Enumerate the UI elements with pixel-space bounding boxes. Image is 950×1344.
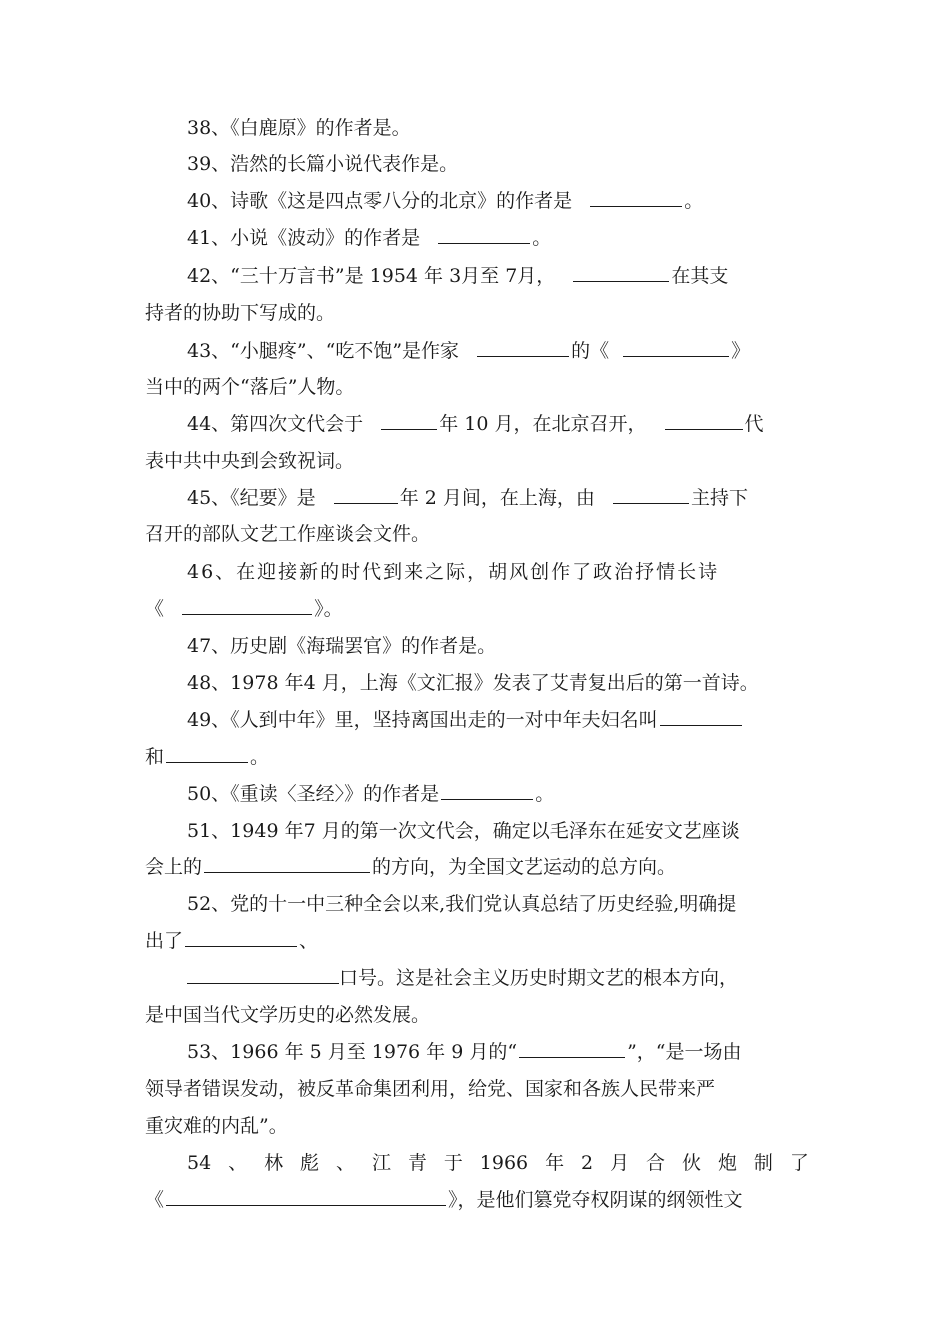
answer-blank[interactable] — [660, 707, 742, 726]
question-43 — [187, 338, 750, 364]
question-40 — [187, 188, 703, 214]
question-54-word: 彪 — [300, 1152, 320, 1174]
question-54 — [187, 1150, 809, 1176]
question-43-suffix: 》 — [731, 340, 751, 362]
question-52-second-blank-line — [187, 965, 738, 991]
question-45 — [187, 485, 748, 511]
answer-blank[interactable] — [590, 188, 682, 207]
question-52-text: 52、党的十一中三种全会以来,我们党认真总结了历史经验,明确提 — [187, 893, 737, 915]
question-39-text: 39、浩然的长篇小说代表作是。 — [187, 153, 459, 175]
question-44-prefix: 44、第四次文代会于 — [187, 413, 364, 435]
question-43-cont-text: 当中的两个“落后”人物。 — [145, 376, 355, 398]
question-53-line-2-text: 领导者错误发动，被反革命集团利用，给党、国家和各族人民带来严 — [145, 1078, 716, 1100]
question-54-word: 伙 — [681, 1152, 701, 1174]
answer-blank[interactable] — [187, 965, 339, 984]
question-52-last-line — [145, 1002, 430, 1028]
question-43-prefix: 43、“小腿疼”、“吃不饱”是作家 — [187, 340, 460, 362]
question-46-text: 46、在迎接新的时代到来之际，胡风创作了政治抒情长诗 — [187, 561, 720, 583]
question-54-word: 制 — [753, 1152, 773, 1174]
question-38 — [187, 115, 411, 141]
question-49-prefix: 49、《人到中年》里，坚持离国出走的一对中年夫妇名叫 — [187, 709, 658, 731]
question-44 — [187, 411, 764, 437]
answer-blank[interactable] — [613, 485, 689, 504]
question-42-suffix: 在其支 — [671, 265, 729, 287]
question-47 — [187, 633, 496, 659]
question-46-suffix: 》。 — [314, 598, 343, 620]
question-53-suffix: ”，“是一场由 — [627, 1041, 742, 1063]
question-53-line-3-text: 重灾难的内乱”。 — [145, 1115, 288, 1137]
answer-blank[interactable] — [477, 338, 569, 357]
question-54-word: 、 — [335, 1152, 355, 1174]
answer-blank[interactable] — [623, 338, 729, 357]
question-50-suffix: 。 — [535, 783, 555, 805]
question-45-middle: 年 2 月间，在上海，由 — [399, 487, 595, 509]
question-44-suffix: 代 — [744, 413, 764, 435]
answer-blank[interactable] — [166, 1187, 446, 1206]
question-54-word: 年 — [545, 1152, 565, 1174]
question-49-continuation — [145, 744, 269, 770]
question-54-word: 了 — [789, 1152, 809, 1174]
question-54-word: 江 — [371, 1152, 391, 1174]
question-47-text: 47、历史剧《海瑞罢官》的作者是。 — [187, 635, 497, 657]
question-54-word: 于 — [443, 1152, 463, 1174]
question-42 — [187, 263, 728, 289]
answer-blank[interactable] — [441, 781, 533, 800]
answer-blank[interactable] — [182, 596, 312, 615]
question-53-prefix: 53、1966 年 5 月至 1976 年 9 月的“ — [187, 1041, 518, 1063]
question-52-continuation — [145, 928, 318, 954]
question-51-continuation — [145, 854, 676, 880]
question-40-suffix: 。 — [684, 190, 704, 212]
answer-blank[interactable] — [665, 411, 743, 430]
answer-blank[interactable] — [204, 854, 370, 873]
question-46-continuation — [145, 596, 343, 622]
answer-blank[interactable] — [334, 485, 398, 504]
question-51 — [187, 818, 740, 844]
question-52-slogan-text: 口号。这是社会主义历史时期文艺的根本方向， — [339, 967, 739, 989]
question-54-open-bracket: 《 — [145, 1189, 165, 1211]
answer-blank[interactable] — [166, 744, 248, 763]
question-42-prefix: 42、“三十万言书”是 1954 年 3月至 7月， — [187, 265, 556, 287]
question-53-line-3 — [145, 1113, 288, 1139]
answer-blank[interactable] — [438, 225, 530, 244]
question-52-comma: 、 — [299, 930, 319, 952]
answer-blank[interactable] — [185, 928, 297, 947]
question-54-word: 1966 — [479, 1152, 529, 1174]
question-54-word: 54 — [187, 1152, 212, 1174]
question-54-word: 青 — [407, 1152, 427, 1174]
question-49-and: 和 — [145, 746, 165, 768]
question-54-word: 月 — [610, 1152, 630, 1174]
question-44-continuation — [145, 448, 354, 474]
question-42-cont-text: 持者的协助下写成的。 — [145, 302, 336, 324]
question-51-prefix: 会上的 — [145, 856, 203, 878]
question-43-continuation — [145, 374, 354, 400]
question-38-text: 38、《白鹿原》的作者是。 — [187, 117, 411, 139]
question-45-prefix: 45、《纪要》是 — [187, 487, 316, 509]
question-53 — [187, 1039, 742, 1065]
question-54-continuation — [145, 1187, 743, 1213]
question-44-middle: 年 10 月，在北京召开， — [439, 413, 647, 435]
answer-blank[interactable] — [519, 1039, 625, 1058]
question-54-word: 合 — [646, 1152, 666, 1174]
question-54-suffix: 》，是他们篡党夺权阴谋的纲领性文 — [448, 1189, 743, 1211]
question-52 — [187, 891, 736, 917]
question-50-prefix: 50、《重读〈圣经〉》的作者是 — [187, 783, 440, 805]
question-45-cont-text: 召开的部队文艺工作座谈会文件。 — [145, 523, 431, 545]
question-54-word: 、 — [228, 1152, 248, 1174]
question-54-word: 炮 — [717, 1152, 737, 1174]
question-45-suffix: 主持下 — [690, 487, 748, 509]
question-54-word: 林 — [264, 1152, 284, 1174]
question-40-prefix: 40、诗歌《这是四点零八分的北京》的作者是 — [187, 190, 573, 212]
question-49 — [187, 707, 744, 733]
question-41-suffix: 。 — [532, 227, 552, 249]
question-46-open-bracket: 《 — [145, 598, 165, 620]
question-52-last-text: 是中国当代文学历史的必然发展。 — [145, 1004, 431, 1026]
question-41-prefix: 41、小说《波动》的作者是 — [187, 227, 421, 249]
question-54-word: 2 — [581, 1152, 594, 1174]
question-50 — [187, 781, 554, 807]
answer-blank[interactable] — [381, 411, 437, 430]
question-44-cont-text: 表中共中央到会致祝词。 — [145, 450, 355, 472]
question-41 — [187, 225, 551, 251]
answer-blank[interactable] — [573, 263, 669, 282]
question-53-line-2 — [145, 1076, 715, 1102]
question-43-middle: 的《 — [571, 340, 610, 362]
question-51-suffix: 的方向，为全国文艺运动的总方向。 — [372, 856, 677, 878]
question-51-text: 51、1949 年7 月的第一次文代会，确定以毛泽东在延安文艺座谈 — [187, 820, 740, 842]
question-39 — [187, 151, 458, 177]
question-48-text: 48、1978 年4 月，上海《文汇报》发表了艾青复出后的第一首诗。 — [187, 672, 759, 694]
question-42-continuation — [145, 300, 335, 326]
question-52-prefix: 出了 — [145, 930, 184, 952]
question-46 — [187, 559, 809, 585]
question-49-suffix: 。 — [250, 746, 270, 768]
question-48 — [187, 670, 759, 696]
question-45-continuation — [145, 521, 430, 547]
